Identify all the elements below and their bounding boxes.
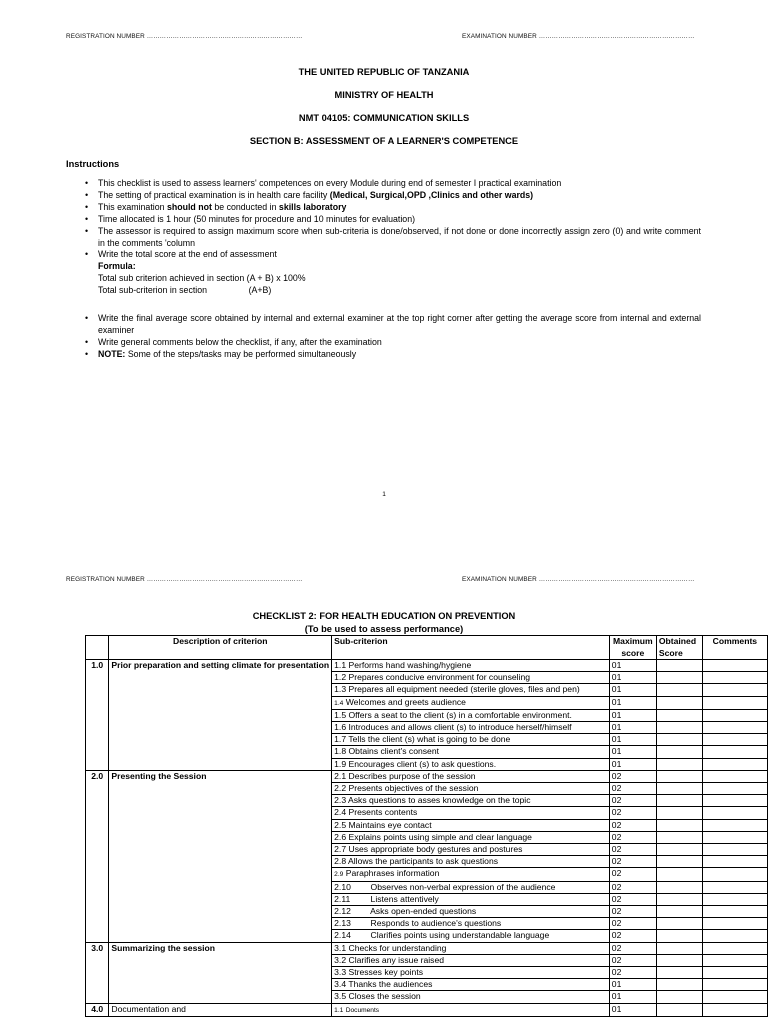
- obtained-score-cell[interactable]: [656, 795, 702, 807]
- sub-criterion-number: 1.3: [334, 684, 347, 695]
- obtained-score-cell[interactable]: [656, 967, 702, 979]
- sub-criterion-text: Presents contents: [348, 807, 418, 818]
- sub-criterion-number: 2.11: [334, 893, 351, 904]
- table-header-row: [86, 636, 768, 660]
- sub-criterion-number: 3.2: [334, 954, 347, 965]
- sub-criterion-text: Offers a seat to the client (s) in a comfortable environment.: [348, 709, 572, 720]
- section-number: 4.0: [86, 1003, 109, 1016]
- max-score-cell: 02: [609, 807, 656, 819]
- obtained-score-cell[interactable]: [656, 770, 702, 782]
- sub-criterion-text: Listens attentively: [370, 893, 439, 904]
- max-score-cell: 02: [609, 918, 656, 930]
- comments-cell[interactable]: [702, 783, 767, 795]
- sub-criterion-number: 3.4: [334, 979, 347, 990]
- obtained-score-cell[interactable]: [656, 930, 702, 942]
- col-header-description: Description of criterion: [109, 636, 332, 660]
- comments-cell[interactable]: [702, 942, 767, 954]
- obtained-score-cell[interactable]: [656, 918, 702, 930]
- bullet-icon: •: [85, 213, 89, 224]
- max-score-cell: 01: [609, 660, 656, 672]
- obtained-score-cell[interactable]: [656, 819, 702, 831]
- instruction-item: • The setting of practical examination is in health care facility (Medical, Surgical,OPD ,Clinics and other wards): [85, 189, 534, 200]
- obtained-score-cell[interactable]: [656, 893, 702, 905]
- sub-criterion-text: Obtains client's consent: [348, 746, 439, 757]
- comments-cell[interactable]: [702, 734, 767, 746]
- table-row: [86, 1003, 768, 1016]
- comments-cell[interactable]: [702, 660, 767, 672]
- sub-criterion-text: Paraphrases information: [345, 868, 440, 879]
- comments-cell[interactable]: [702, 722, 767, 734]
- bullet-icon: •: [85, 225, 89, 236]
- sub-criterion-cell: [332, 660, 610, 672]
- sub-criterion-text: Maintains eye contact: [348, 819, 432, 830]
- comments-cell[interactable]: [702, 918, 767, 930]
- sub-criterion-number: 2.10: [334, 881, 351, 892]
- sub-criterion-text: Performs hand washing/hygiene: [348, 660, 472, 670]
- obtained-score-cell[interactable]: [656, 991, 702, 1003]
- sub-criterion-number: 2.2: [334, 783, 347, 794]
- sub-criterion-cell: [332, 795, 610, 807]
- republic-title: THE UNITED REPUBLIC OF TANZANIA: [298, 67, 470, 77]
- sub-criterion-number: 2.3: [334, 795, 347, 806]
- sub-criterion-text: Encourages client (s) to ask questions.: [348, 758, 497, 769]
- sub-criterion-cell: [332, 868, 610, 881]
- sub-criterion-text: Explains points using simple and clear language: [348, 831, 532, 842]
- sub-criterion-number: 1.2: [334, 672, 347, 683]
- table-row: [86, 660, 768, 672]
- sub-criterion-number: 1.5: [334, 709, 347, 720]
- bullet-icon: •: [85, 249, 89, 260]
- max-score-cell: 01: [609, 991, 656, 1003]
- sub-criterion-cell: [332, 672, 610, 684]
- sub-criterion-cell: [332, 979, 610, 991]
- sub-criterion-text: Observes non-verbal expression of the audience: [370, 881, 556, 892]
- obtained-score-cell[interactable]: [656, 979, 702, 991]
- sub-criterion-text: Thanks the audiences: [348, 979, 433, 990]
- criterion-description: Summarizing the session: [109, 942, 332, 1003]
- sub-criterion-text: Presents objectives of the session: [348, 783, 479, 794]
- sub-criterion-text: Documents: [345, 1006, 380, 1014]
- sub-criterion-number: 2.4: [334, 807, 347, 818]
- sub-criterion-cell: [332, 770, 610, 782]
- max-score-cell: 02: [609, 930, 656, 942]
- col-header-obtained-score: Obtained Score: [656, 636, 702, 660]
- col-header-number: [86, 636, 109, 660]
- col-header-sub-criterion: Sub-criterion: [332, 636, 610, 660]
- obtained-score-cell[interactable]: [656, 954, 702, 966]
- comments-cell[interactable]: [702, 807, 767, 819]
- comments-cell[interactable]: [702, 770, 767, 782]
- obtained-score-cell[interactable]: [656, 942, 702, 954]
- comments-cell[interactable]: [702, 979, 767, 991]
- max-score-cell: 01: [609, 722, 656, 734]
- instruction-item: • Write the total score at the end of assessment Formula: Total sub criterion achieved in section (A + B) x 100% Total sub-criterion in section (A+B): [85, 249, 701, 297]
- sub-criterion-number: 2.14: [334, 930, 351, 941]
- instruction-item: • This checklist is used to assess learners' competences on every Module during end of semester I practical examination: [85, 178, 562, 188]
- comments-cell[interactable]: [702, 831, 767, 843]
- comments-cell[interactable]: [702, 906, 767, 918]
- page-number: 1: [382, 491, 386, 498]
- sub-criterion-text: Prepares all equipment needed (sterile gloves, files and pen): [348, 684, 580, 695]
- comments-cell[interactable]: [702, 930, 767, 942]
- sub-criterion-cell: [332, 918, 610, 930]
- comments-cell[interactable]: [702, 709, 767, 721]
- obtained-score-cell[interactable]: [656, 684, 702, 696]
- comments-cell[interactable]: [702, 746, 767, 758]
- obtained-score-cell[interactable]: [656, 672, 702, 684]
- sub-criterion-cell: [332, 696, 610, 709]
- sub-criterion-number: 3.5: [334, 991, 347, 1002]
- sub-criterion-number: 2.8: [334, 856, 347, 867]
- sub-criterion-text: Asks open-ended questions: [370, 906, 477, 917]
- formula-label: Formula:: [98, 261, 136, 272]
- max-score-cell: 01: [609, 758, 656, 770]
- max-score-cell: 02: [609, 819, 656, 831]
- criterion-description: Documentation and: [109, 1003, 332, 1016]
- max-score-cell: 02: [609, 831, 656, 843]
- comments-cell[interactable]: [702, 1003, 767, 1016]
- bullet-icon: •: [85, 313, 89, 324]
- max-score-cell: 02: [609, 844, 656, 856]
- max-score-cell: 02: [609, 942, 656, 954]
- obtained-score-cell[interactable]: [656, 709, 702, 721]
- max-score-cell: 02: [609, 906, 656, 918]
- instruction-item: • Write general comments below the checklist, if any, after the examination: [85, 336, 382, 347]
- sub-criterion-text: Prepares conducive environment for counseling: [348, 672, 531, 683]
- comments-cell[interactable]: [702, 967, 767, 979]
- page-header: [66, 33, 702, 45]
- sub-criterion-text: Asks questions to asses knowledge on the topic: [348, 795, 531, 806]
- comments-cell[interactable]: [702, 881, 767, 893]
- obtained-score-cell[interactable]: [656, 856, 702, 868]
- formula-numerator: Total sub criterion achieved in section (A + B) x 100%: [98, 273, 306, 284]
- max-score-cell: 01: [609, 734, 656, 746]
- checklist-subtitle: (To be used to assess performance): [304, 624, 464, 634]
- sub-criterion-cell: [332, 856, 610, 868]
- comments-cell[interactable]: [702, 856, 767, 868]
- sub-criterion-text: Tells the client (s) what is going to be done: [348, 734, 511, 745]
- sub-criterion-cell: [332, 783, 610, 795]
- obtained-score-cell[interactable]: [656, 722, 702, 734]
- obtained-score-cell[interactable]: [656, 783, 702, 795]
- sub-criterion-number: 1.4: [334, 699, 344, 707]
- bullet-icon: •: [85, 178, 89, 188]
- section-title: SECTION B: ASSESSMENT OF A LEARNER'S COMPETENCE: [249, 136, 519, 146]
- comments-cell[interactable]: [702, 954, 767, 966]
- sub-criterion-cell: [332, 819, 610, 831]
- sub-criterion-text: Describes purpose of the session: [348, 770, 476, 781]
- sub-criterion-text: Uses appropriate body gestures and postures: [348, 844, 523, 855]
- instruction-item: • This examination should not be conducted in skills laboratory: [85, 201, 347, 212]
- registration-number-field[interactable]: REGISTRATION NUMBER ………………………………………………………………: [66, 33, 303, 40]
- sub-criterion-cell: [332, 881, 610, 893]
- course-title: NMT 04105: COMMUNICATION SKILLS: [298, 113, 470, 123]
- sub-criterion-text: Clarifies any issue raised: [348, 954, 445, 965]
- max-score-cell: 02: [609, 795, 656, 807]
- sub-criterion-text: Checks for understanding: [348, 942, 447, 953]
- sub-criterion-number: 1.6: [334, 722, 347, 733]
- sub-criterion-cell: [332, 722, 610, 734]
- bullet-icon: •: [85, 348, 89, 359]
- sub-criterion-number: 2.9: [334, 871, 344, 879]
- max-score-cell: 02: [609, 893, 656, 905]
- obtained-score-cell[interactable]: [656, 831, 702, 843]
- obtained-score-cell[interactable]: [656, 746, 702, 758]
- obtained-score-cell[interactable]: [656, 906, 702, 918]
- sub-criterion-number: 1.7: [334, 734, 347, 745]
- obtained-score-cell[interactable]: [656, 844, 702, 856]
- sub-criterion-cell: [332, 684, 610, 696]
- max-score-cell: 02: [609, 770, 656, 782]
- obtained-score-cell[interactable]: [656, 696, 702, 709]
- obtained-score-cell[interactable]: [656, 807, 702, 819]
- max-score-cell: 01: [609, 696, 656, 709]
- max-score-cell: 01: [609, 1003, 656, 1016]
- examination-number-field[interactable]: EXAMINATION NUMBER ………………………………………………………………: [462, 33, 695, 40]
- sub-criterion-number: 1.8: [334, 746, 347, 757]
- sub-criterion-cell: [332, 709, 610, 721]
- max-score-cell: 01: [609, 979, 656, 991]
- sub-criterion-number: 1.1: [334, 660, 347, 670]
- sub-criterion-text: Allows the participants to ask questions: [348, 856, 499, 867]
- sub-criterion-cell: [332, 1003, 610, 1016]
- col-header-comments: Comments: [702, 636, 767, 660]
- instruction-item: • NOTE: Some of the steps/tasks may be performed simultaneously: [85, 348, 357, 359]
- comments-cell[interactable]: [702, 795, 767, 807]
- sub-criterion-cell: [332, 807, 610, 819]
- max-score-cell: 02: [609, 783, 656, 795]
- formula: [98, 273, 701, 297]
- comments-cell[interactable]: [702, 844, 767, 856]
- instructions-list: [85, 178, 701, 361]
- sub-criterion-number: 2.7: [334, 844, 347, 855]
- section-number: 3.0: [86, 942, 109, 1003]
- sub-criterion-text: Clarifies points using understandable language: [370, 930, 550, 941]
- max-score-cell: 02: [609, 868, 656, 881]
- max-score-cell: 02: [609, 856, 656, 868]
- sub-criterion-cell: [332, 991, 610, 1003]
- sub-criterion-text: Stresses key points: [348, 967, 424, 978]
- section-number: 2.0: [86, 770, 109, 942]
- examination-number-field[interactable]: EXAMINATION NUMBER ………………………………………………………………: [462, 576, 695, 583]
- instruction-item: • Time allocated is 1 hour (50 minutes for procedure and 10 minutes for evaluation): [85, 213, 416, 224]
- col-header-max-score: Maximum score: [609, 636, 656, 660]
- sub-criterion-cell: [332, 954, 610, 966]
- comments-cell[interactable]: [702, 868, 767, 881]
- bullet-icon: •: [85, 201, 89, 212]
- sub-criterion-cell: [332, 893, 610, 905]
- criterion-description: Prior preparation and setting climate for presentation: [109, 660, 332, 771]
- sub-criterion-text: Closes the session: [348, 991, 421, 1002]
- sub-criterion-number: 2.1: [334, 770, 347, 781]
- checklist-title: CHECKLIST 2: FOR HEALTH EDUCATION ON PREVENTION: [252, 611, 516, 621]
- sub-criterion-cell: [332, 746, 610, 758]
- max-score-cell: 01: [609, 672, 656, 684]
- sub-criterion-cell: [332, 734, 610, 746]
- sub-criterion-cell: [332, 906, 610, 918]
- sub-criterion-cell: [332, 831, 610, 843]
- comments-cell[interactable]: [702, 991, 767, 1003]
- comments-cell[interactable]: [702, 758, 767, 770]
- instructions-heading: Instructions: [66, 159, 120, 169]
- sub-criterion-number: 1.9: [334, 758, 347, 769]
- max-score-cell: 01: [609, 746, 656, 758]
- table-row: [86, 770, 768, 782]
- comments-cell[interactable]: [702, 893, 767, 905]
- sub-criterion-number: 1.1: [334, 1006, 344, 1014]
- bullet-icon: •: [85, 189, 89, 200]
- ministry-title: MINISTRY OF HEALTH: [334, 90, 434, 100]
- instruction-item: • Write the final average score obtained by internal and external examiner at the top right corner after getting the average score from internal and external examiner: [85, 313, 701, 335]
- sub-criterion-number: 2.5: [334, 819, 347, 830]
- obtained-score-cell[interactable]: [656, 881, 702, 893]
- page-header: [66, 576, 702, 588]
- max-score-cell: 02: [609, 881, 656, 893]
- comments-cell[interactable]: [702, 696, 767, 709]
- max-score-cell: 02: [609, 954, 656, 966]
- sub-criterion-cell: [332, 930, 610, 942]
- obtained-score-cell[interactable]: [656, 660, 702, 672]
- checklist-table: [85, 635, 768, 1017]
- sub-criterion-number: 3.1: [334, 942, 347, 953]
- sub-criterion-cell: [332, 844, 610, 856]
- bullet-icon: •: [85, 336, 89, 347]
- criterion-description: Presenting the Session: [109, 770, 332, 942]
- comments-cell[interactable]: [702, 684, 767, 696]
- max-score-cell: 01: [609, 709, 656, 721]
- sub-criterion-number: 2.12: [334, 906, 351, 917]
- registration-number-field[interactable]: REGISTRATION NUMBER ………………………………………………………………: [66, 576, 303, 583]
- obtained-score-cell[interactable]: [656, 734, 702, 746]
- max-score-cell: 01: [609, 684, 656, 696]
- sub-criterion-text: Responds to audience's questions: [370, 918, 502, 929]
- obtained-score-cell[interactable]: [656, 1003, 702, 1016]
- obtained-score-cell[interactable]: [656, 758, 702, 770]
- section-number: 1.0: [86, 660, 109, 771]
- comments-cell[interactable]: [702, 672, 767, 684]
- comments-cell[interactable]: [702, 819, 767, 831]
- instruction-item: • The assessor is required to assign maximum score when sub-criteria is done/observed, if not done or done incorrectly assign zero (0) and write comment in the comments 'column: [85, 225, 701, 248]
- sub-criterion-number: 2.6: [334, 831, 347, 842]
- max-score-cell: 02: [609, 967, 656, 979]
- obtained-score-cell[interactable]: [656, 868, 702, 881]
- sub-criterion-cell: [332, 758, 610, 770]
- table-row: [86, 942, 768, 954]
- sub-criterion-text: Welcomes and greets audience: [345, 696, 466, 707]
- sub-criterion-text: Introduces and allows client (s) to introduce herself/himself: [348, 722, 572, 733]
- sub-criterion-number: 3.3: [334, 967, 347, 978]
- sub-criterion-number: 2.13: [334, 918, 351, 929]
- formula-denominator: Total sub-criterion in section (A+B): [98, 285, 272, 296]
- sub-criterion-cell: [332, 942, 610, 954]
- sub-criterion-cell: [332, 967, 610, 979]
